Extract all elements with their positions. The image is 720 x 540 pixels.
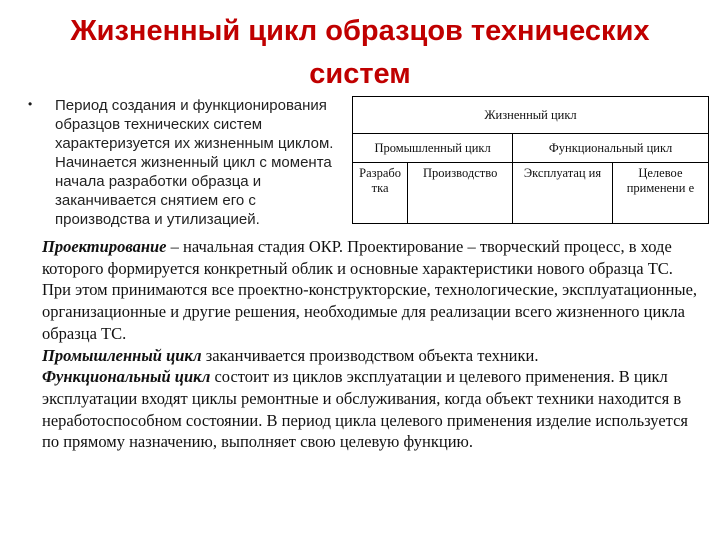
term-design: Проектирование	[42, 237, 167, 256]
term-industrial-cycle: Промышленный цикл	[42, 345, 202, 365]
industrial-cycle-definition: заканчивается производством объекта техники.	[201, 345, 539, 365]
table-stage-targeted-use: Целевое применени е	[612, 163, 708, 224]
table-group-functional-cycle: Функциональный цикл	[513, 134, 709, 163]
table-stage-operation: Эксплуатац ия	[513, 163, 613, 224]
page-title: Жизненный цикл образцов технических	[70, 15, 650, 47]
term-functional-cycle: Функциональный цикл	[42, 367, 211, 387]
page-title-continuation: систем	[309, 58, 411, 90]
design-definition: – начальная стадия ОКР. Проектирование – творческий процесс, в ходе которого формируется конкретный облик и основные характеристики нового образца ТС. При этом принимаются все проектно-конструкторские, технологические, эксплуатационные, организационные и другие решения, необходимые для реализации всего жизненного цикла образца ТС.	[42, 237, 698, 343]
table-stage-development: Разрабо тка	[353, 163, 408, 224]
bullet-paragraph: Период создания и функционирования образцов технических систем характеризуется их жизненным циклом. Начинается жизненный цикл с момента начала разработки образца и заканчивается снятием его с производства и утилизацией.	[55, 97, 334, 228]
table-header-life-cycle: Жизненный цикл	[353, 97, 709, 134]
functional-cycle-definition: состоит из циклов эксплуатации и целевого применения. В цикл эксплуатации входят циклы ремонтные и обслуживания, когда объект техники находится в неработоспособном состоянии. В период цикла целевого применения изделие используется по прямому назначению, выполняет свою целевую функцию.	[42, 367, 688, 452]
life-cycle-table	[352, 96, 709, 224]
bullet-marker: •	[28, 97, 33, 111]
body-text	[42, 236, 702, 453]
table-group-industrial-cycle: Промышленный цикл	[353, 134, 513, 163]
table-stage-production: Производство	[408, 163, 513, 224]
